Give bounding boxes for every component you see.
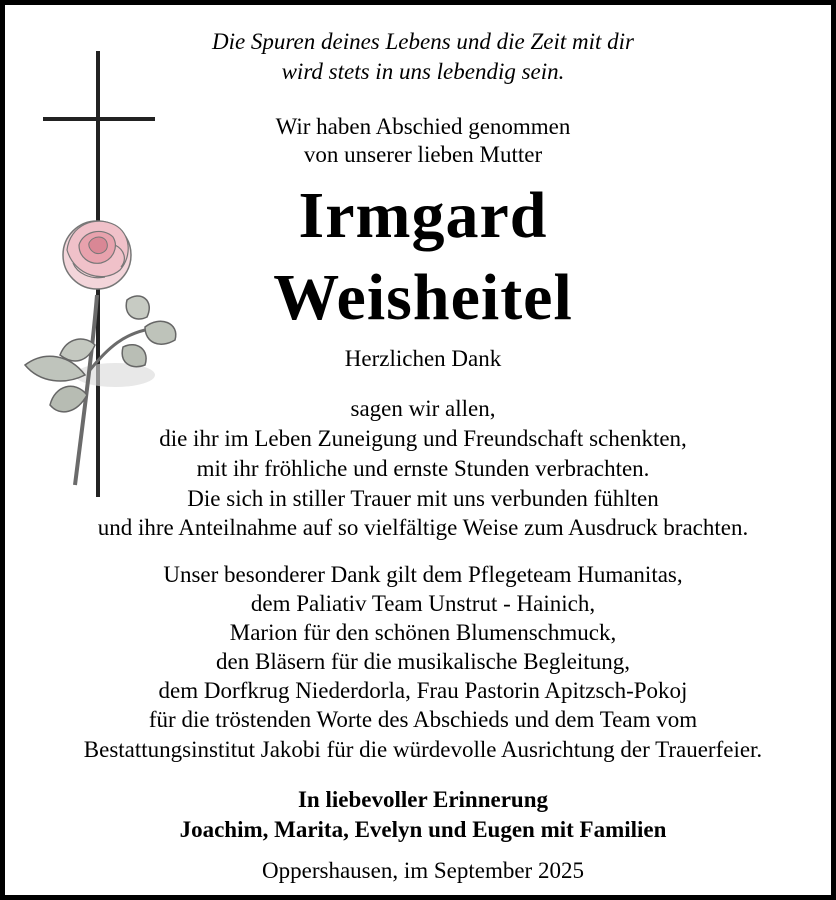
remembrance-line: In liebevoller Erinnerung — [297, 787, 549, 812]
special-thanks-line-6: für die tröstenden Worte des Abschieds und dem Team vom — [148, 707, 698, 732]
special-thanks-line-2: dem Paliativ Team Unstrut - Hainich, — [250, 591, 596, 616]
thanks-line-5: und ihre Anteilnahme auf so vielfältige Weise zum Ausdruck brachten. — [97, 515, 749, 540]
deceased-last-name: Weisheitel — [273, 261, 573, 334]
intro-line-2: von unserer lieben Mutter — [303, 142, 543, 167]
motto-line-1: Die Spuren deines Lebens und die Zeit mit dir — [211, 29, 635, 54]
thanks-heading: Herzlichen Dank — [344, 346, 502, 371]
special-thanks-line-4: den Bläsern für die musikalische Begleitung, — [216, 649, 630, 674]
motto-line-2: wird stets in uns lebendig sein. — [281, 59, 565, 84]
thanks-line-4: Die sich in stiller Trauer mit uns verbunden fühlten — [187, 486, 659, 511]
special-thanks-line-7: Bestattungsinstitut Jakobi für die würdevolle Ausrichtung der Trauerfeier. — [83, 737, 763, 762]
special-thanks-line-1: Unser besonderer Dank gilt dem Pflegeteam Humanitas, — [163, 562, 683, 587]
thanks-line-3: mit ihr fröhliche und ernste Stunden verbrachten. — [196, 456, 650, 481]
family-names: Joachim, Marita, Evelyn und Eugen mit Familien — [179, 817, 667, 842]
thanks-line-2: die ihr im Leben Zuneigung und Freundschaft schenkten, — [159, 426, 687, 451]
intro-line-1: Wir haben Abschied genommen — [275, 114, 571, 139]
deceased-first-name: Irmgard — [298, 179, 548, 252]
place-date: Oppershausen, im September 2025 — [262, 858, 584, 883]
special-thanks-line-5: dem Dorfkrug Niederdorla, Frau Pastorin Apitzsch-Pokoj — [158, 678, 688, 703]
thanks-line-1: sagen wir allen, — [350, 396, 496, 421]
special-thanks-line-3: Marion für den schönen Blumenschmuck, — [229, 620, 617, 645]
